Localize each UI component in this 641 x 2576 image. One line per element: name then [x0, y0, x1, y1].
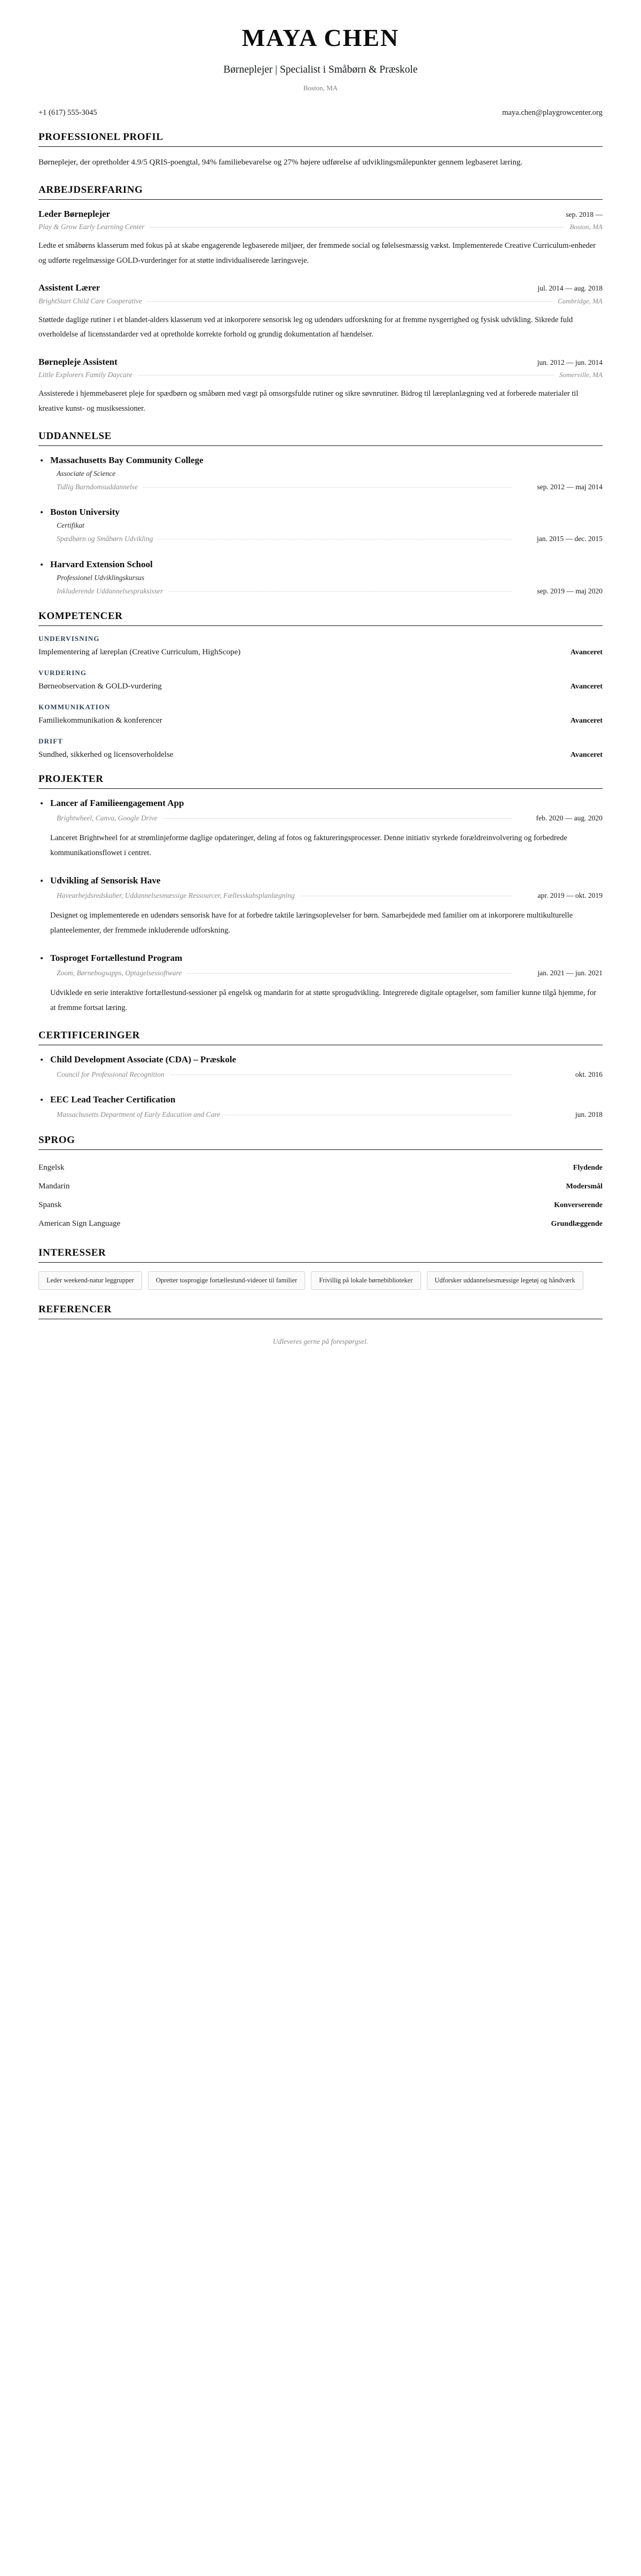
language-item — [38, 1215, 603, 1233]
candidate-location: Boston, MA — [303, 83, 338, 92]
language-item — [38, 1196, 603, 1215]
section-references — [38, 1304, 603, 1349]
skill-name: Sundhed, sikkerhed og licensoverholdelse — [38, 750, 174, 759]
certification-name: Child Development Associate (CDA) – Præskole — [50, 1054, 236, 1064]
dotted-leader — [150, 227, 565, 228]
project-tools: Havearbejdsredskaber, Uddannelsesmæssige Ressourcer, Fællesskabsplanlægning — [57, 891, 295, 900]
project-item — [38, 797, 603, 861]
certification-item — [38, 1094, 603, 1120]
study-field: Spædbørn og Småbørn Udvikling — [57, 535, 153, 543]
language-name: Engelsk — [38, 1163, 65, 1172]
degree-name: Associate of Science — [57, 469, 116, 478]
interest-chip: Frivillig på lokale børnebiblioteker — [311, 1271, 420, 1290]
profile-summary: Børneplejer, der opretholder 4.9/5 QRIS-poengtal, 94% familiebevarelse og 27% højere udførelse af udviklingsmålepunkter gennem legbaseret læring. — [38, 158, 523, 167]
school-name: Harvard Extension School — [50, 559, 153, 569]
candidate-name: MAYA CHEN — [241, 24, 400, 51]
section-title-education: UDDANNELSE — [38, 430, 112, 442]
job-location: Boston, MA — [569, 222, 603, 231]
certification-issuer: Council for Professional Recognition — [57, 1070, 165, 1079]
certification-date: jun. 2018 — [575, 1110, 603, 1119]
project-date: apr. 2019 — okt. 2019 — [537, 891, 603, 900]
project-name: Udvikling af Sensorisk Have — [50, 875, 161, 886]
job-location: Somerville, MA — [559, 371, 603, 379]
section-title-references: REFERENCER — [38, 1303, 112, 1315]
project-tools: Brightwheel, Canva, Google Drive — [57, 814, 158, 823]
section-divider — [38, 625, 603, 626]
education-item — [38, 455, 603, 492]
section-title-certifications: CERTIFICERINGER — [38, 1030, 140, 1041]
dotted-leader — [143, 487, 512, 488]
skill-level: Avanceret — [570, 683, 603, 691]
skill-category: KOMMUNIKATION — [38, 703, 111, 711]
section-education — [38, 430, 603, 597]
section-title-experience: ARBEJDSERFARING — [38, 184, 143, 195]
job-title: Leder Børneplejer — [38, 208, 111, 219]
dotted-leader — [147, 301, 552, 302]
section-divider — [38, 788, 603, 789]
section-languages — [38, 1134, 603, 1233]
language-item — [38, 1177, 603, 1196]
certification-item — [38, 1054, 603, 1080]
interest-chip-list — [38, 1271, 603, 1290]
skill-category: VURDERING — [38, 669, 87, 677]
study-field: Tidlig Barndomsuddannelse — [57, 483, 138, 491]
section-divider — [38, 1149, 603, 1150]
study-field: Inkluderende Uddannelsespraksisser — [57, 586, 163, 595]
section-title-languages: SPROG — [38, 1134, 75, 1146]
skill-group — [38, 737, 603, 760]
section-experience — [38, 184, 603, 417]
interest-chip: Udforsker uddannelsesmæssige legetøj og håndværk — [427, 1271, 583, 1290]
project-item — [38, 952, 603, 1016]
job-description: Assisterede i hjemmebaseret pleje for spædbørn og småbørn med vægt på omsorgsfulde rutiner og sikre søvnrutiner. Bidrog til læreplanlægning ved at forberede materialer til kreative kunst- og musiksessioner. — [38, 389, 579, 413]
job-location: Cambridge, MA — [558, 296, 603, 305]
language-name: Mandarin — [38, 1181, 70, 1191]
experience-item — [38, 282, 603, 342]
job-title: Børnepleje Assistent — [38, 357, 118, 367]
experience-item — [38, 356, 603, 417]
section-title-profile: PROFESSIONEL PROFIL — [38, 131, 163, 143]
education-date: sep. 2012 — maj 2014 — [537, 483, 603, 491]
certification-date: okt. 2016 — [575, 1070, 603, 1079]
language-name: Spansk — [38, 1200, 62, 1209]
job-date: jul. 2014 — aug. 2018 — [537, 284, 603, 293]
project-item — [38, 875, 603, 938]
education-item — [38, 559, 603, 597]
skill-group — [38, 669, 603, 691]
school-name: Boston University — [50, 507, 120, 518]
section-title-skills: KOMPETENCER — [38, 610, 123, 622]
contact-phone[interactable]: +1 (617) 555-3045 — [38, 108, 97, 117]
skill-level: Avanceret — [570, 648, 603, 656]
section-divider — [38, 1262, 603, 1263]
education-date: sep. 2019 — maj 2020 — [537, 586, 603, 595]
education-item — [38, 506, 603, 544]
section-divider — [38, 445, 603, 446]
language-name: American Sign Language — [38, 1219, 121, 1228]
section-title-projects: PROJEKTER — [38, 773, 104, 785]
degree-name: Professionel Udviklingskursus — [57, 573, 145, 582]
project-date: feb. 2020 — aug. 2020 — [536, 814, 603, 823]
skill-level: Avanceret — [570, 751, 603, 759]
interest-chip: Leder weekend-natur leggrupper — [38, 1271, 142, 1290]
language-level: Flydende — [573, 1163, 603, 1172]
project-description: Udviklede en serie interaktive fortællestund-sessioner på engelsk og mandarin for at støtte sprogudvikling. Integrerede digitale optagelser, som familier kunne tilgå hjemme, for at fremme fortsat læring. — [50, 989, 597, 1013]
dotted-leader — [168, 591, 512, 592]
degree-name: Certifikat — [57, 521, 84, 530]
section-skills — [38, 610, 603, 760]
education-date: jan. 2015 — dec. 2015 — [537, 535, 603, 543]
interest-chip: Opretter tosprogige fortællestund-videoer til familier — [148, 1271, 306, 1290]
job-title: Assistent Lærer — [38, 283, 100, 293]
project-name: Tosproget Fortællestund Program — [50, 953, 183, 963]
skill-level: Avanceret — [570, 717, 603, 725]
project-tools: Zoom, Børnebogsapps, Optagelsessoftware — [57, 969, 182, 977]
references-note: Udleveres gerne på forespørgsel. — [272, 1337, 369, 1345]
skill-category: UNDERVISNING — [38, 635, 100, 643]
project-date: jan. 2021 — jun. 2021 — [537, 969, 603, 977]
skill-name: Implementering af læreplan (Creative Curriculum, HighScope) — [38, 648, 241, 656]
skill-name: Familiekommunikation & konferencer — [38, 716, 162, 725]
section-projects — [38, 773, 603, 1016]
language-level: Grundlæggende — [551, 1219, 603, 1228]
job-description: Støttede daglige rutiner i et blandet-alders klasserum ved at inkorporere sensorisk leg og udendørs udforskning for at fremme nysgerrighed og fysisk udvikling. Sikrede fuld overholdelse af licensstandarder ved at opretholde korrekte forhold og grundig dokumentation af hændelser. — [38, 315, 573, 339]
contact-bar — [38, 108, 603, 118]
skill-category: DRIFT — [38, 737, 63, 745]
school-name: Massachusetts Bay Community College — [50, 455, 204, 465]
dotted-leader — [163, 818, 512, 819]
job-date: sep. 2018 — — [566, 210, 603, 218]
job-organization: Little Explorers Family Daycare — [38, 371, 132, 379]
skill-group — [38, 703, 603, 725]
certification-issuer: Massachusetts Department of Early Education and Care — [57, 1110, 221, 1119]
dotted-leader — [187, 973, 512, 974]
section-divider — [38, 146, 603, 147]
section-certifications — [38, 1030, 603, 1121]
job-organization: BrightStart Child Care Cooperative — [38, 296, 143, 305]
section-title-interests: INTERESSER — [38, 1247, 106, 1258]
experience-item — [38, 208, 603, 269]
project-name: Lancer af Familieengagement App — [50, 798, 184, 808]
language-level: Modersmål — [566, 1182, 603, 1191]
job-date: jun. 2012 — jun. 2014 — [537, 358, 603, 367]
section-profile — [38, 131, 603, 170]
skill-group — [38, 635, 603, 657]
job-organization: Play & Grow Early Learning Center — [38, 222, 145, 231]
language-item — [38, 1158, 603, 1177]
job-description: Ledte et småbørns klasserum med fokus på at skabe engagerende legbaserede miljøer, der fremmede social og følelsesmæssig vækst. Implementerede Creative Curriculum-enheder og udførte regelmæssige GOLD-vurderinger for at støtte individualiserede læringsveje. — [38, 241, 596, 265]
contact-email[interactable]: maya.chen@playgrowcenter.org — [502, 108, 603, 117]
section-interests — [38, 1247, 603, 1290]
candidate-headline: Børneplejer | Specialist i Småbørn & Præskole — [223, 64, 418, 75]
certification-name: EEC Lead Teacher Certification — [50, 1094, 176, 1105]
resume-header — [38, 15, 603, 92]
project-description: Lanceret Brightwheel for at strømlinjeforme daglige opdateringer, deling af fotos og faktureringsprocesser. Denne initiativ styrkede forældreinvolvering og forbedrede kommunikationsflowet i centret. — [50, 834, 567, 858]
language-level: Konverserende — [554, 1201, 603, 1209]
skill-name: Børneobservation & GOLD-vurdering — [38, 682, 162, 691]
section-divider — [38, 199, 603, 200]
project-description: Designet og implementerede en udendørs sensorisk have for at forbedre taktile læringsoplevelser for børn. Samarbejdede med familier om at inkorporere multikulturelle planteelementer, der fremmede inkluderende udforskning. — [50, 911, 573, 935]
